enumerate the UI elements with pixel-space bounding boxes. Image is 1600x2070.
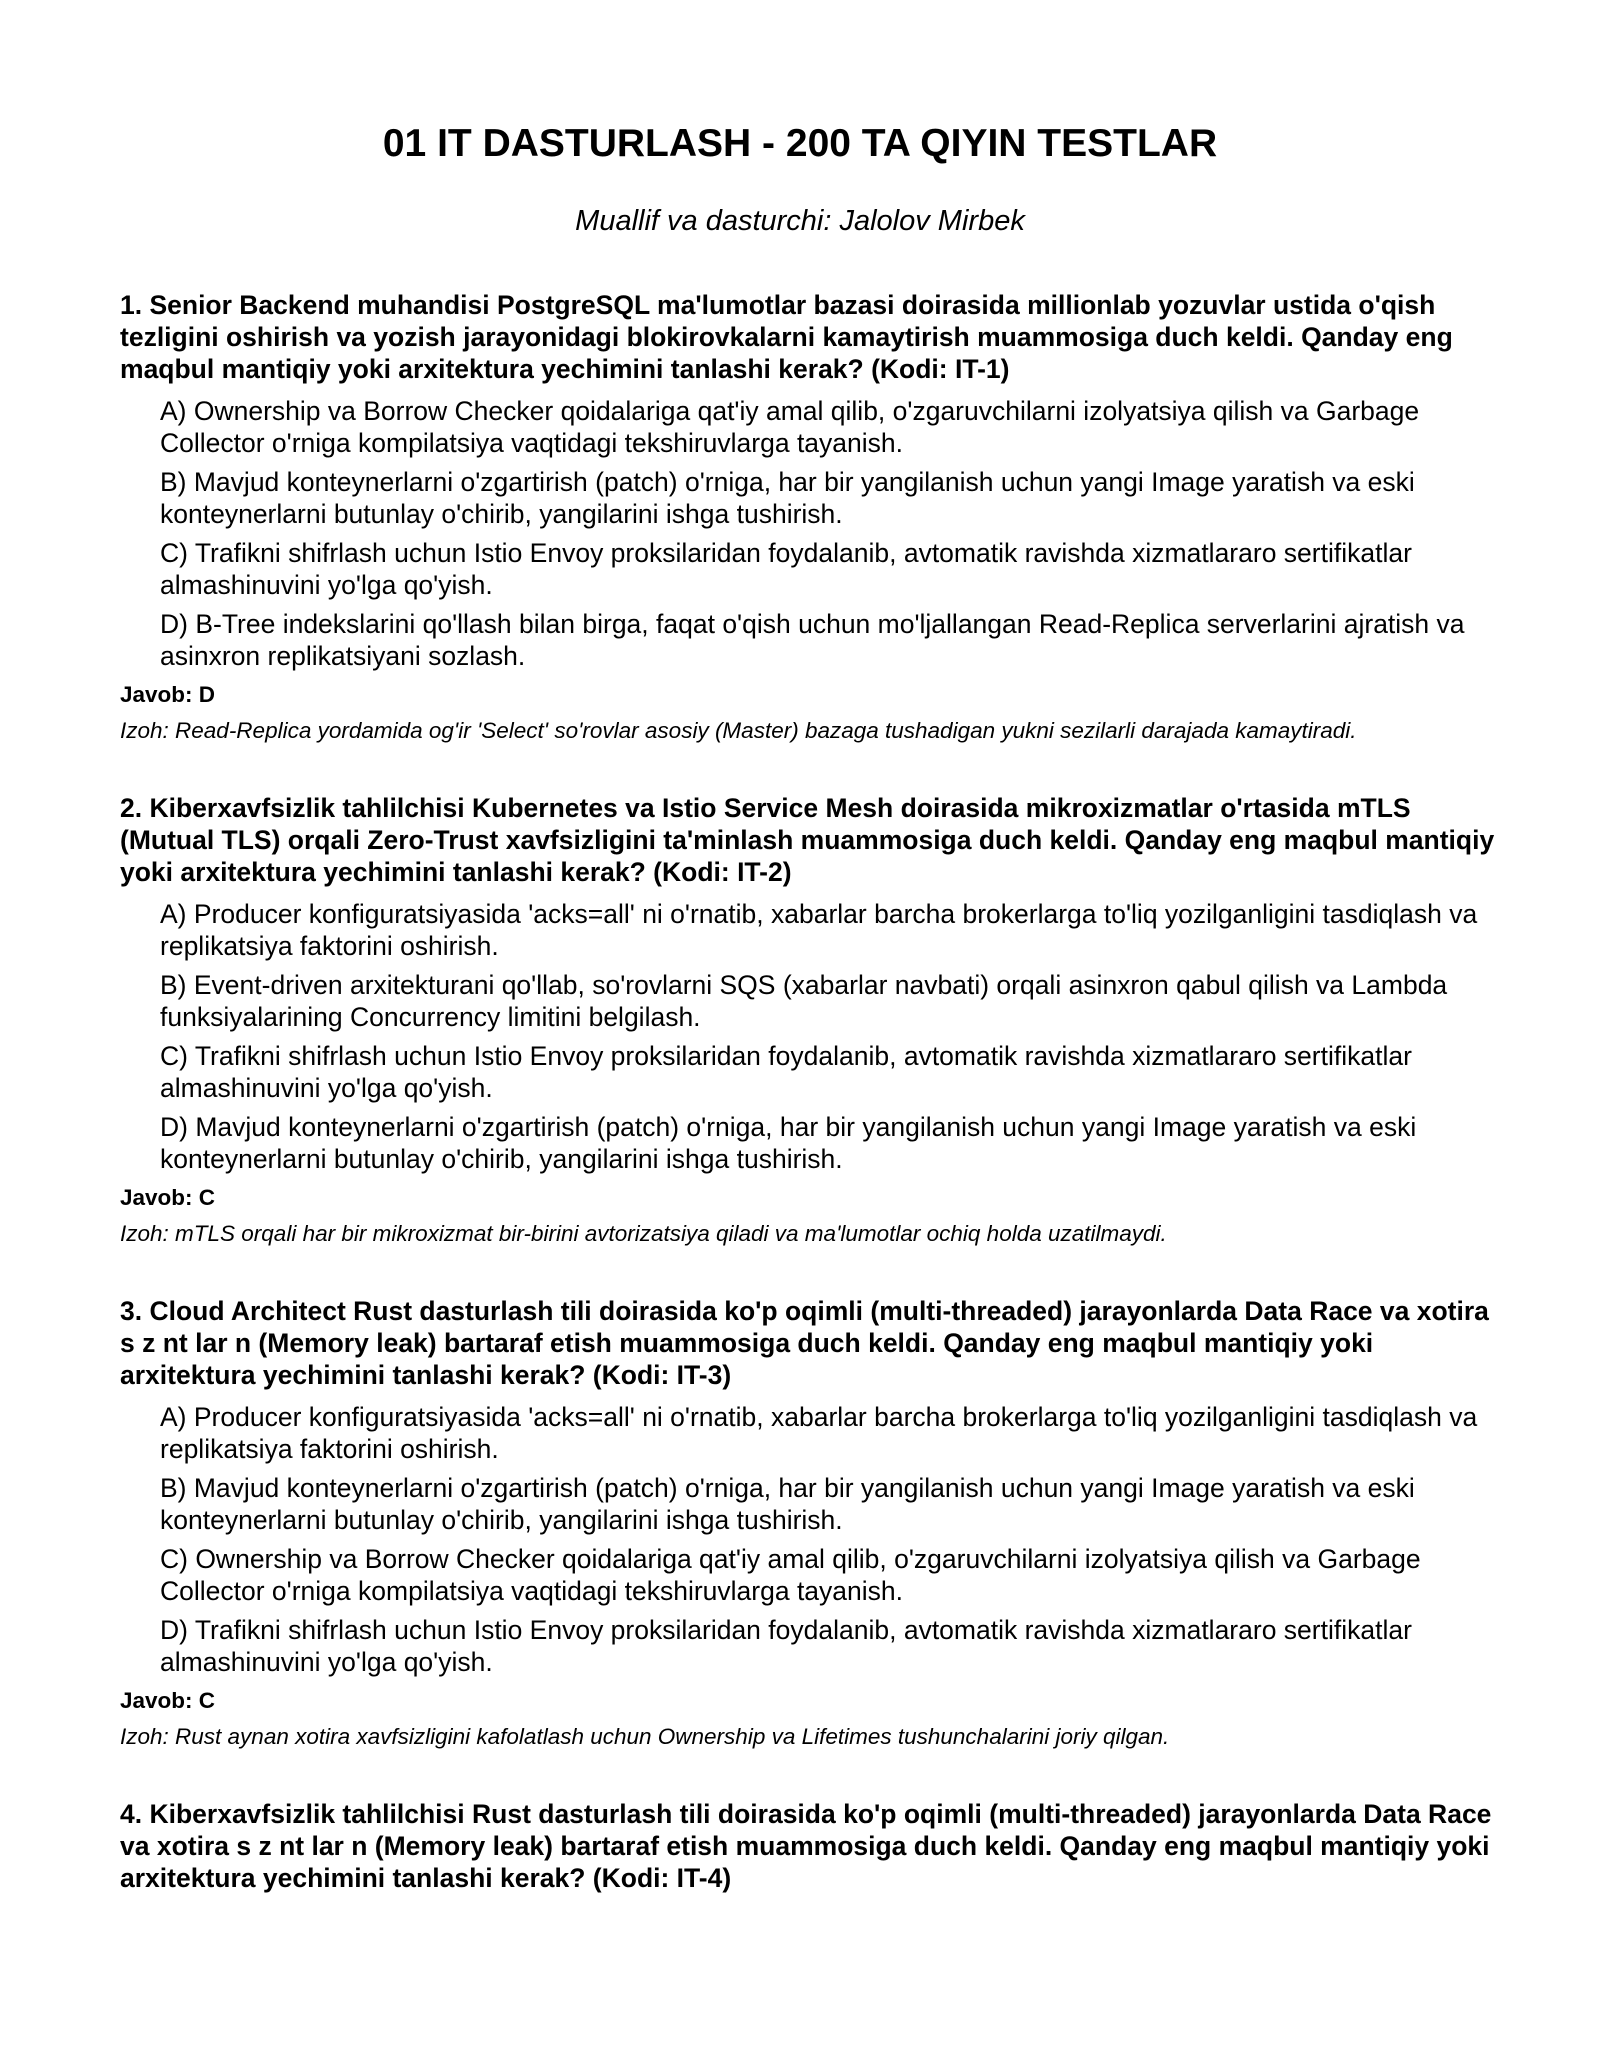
question-1 — [120, 289, 1495, 747]
question-spacer — [120, 747, 1495, 792]
question-spacer — [120, 1250, 1495, 1295]
question-spacer — [120, 1753, 1495, 1798]
option-b: B) Mavjud konteynerlarni o'zgartirish (patch) o'rniga, har bir yangilanish uchun yangi Image yaratish va eski konteynerlarni butunlay o'chirib, yangilarini ishga tushirish. — [160, 1473, 1415, 1535]
option-c: C) Trafikni shifrlash uchun Istio Envoy proksilaridan foydalanib, avtomatik ravishda xizmatlararo sertifikatlar almashinuvini yo'lga qo'yish. — [160, 538, 1412, 600]
option-a: A) Producer konfiguratsiyasida 'acks=all' ni o'rnatib, xabarlar barcha brokerlarga to'liq yozilganligini tasdiqlash va replikatsiya faktorini oshirish. — [160, 899, 1478, 961]
question-text: 2. Kiberxavfsizlik tahlilchisi Kubernetes va Istio Service Mesh doirasida mikroxizmatlar o'rtasida mTLS (Mutual TLS) orqali Zero-Trust xavfsizligini ta'minlash muammosiga duch keldi. Qanday eng maqbul mantiqiy yoki arxitektura yechimini tanlashi kerak? (Kodi: IT-2) — [120, 793, 1495, 887]
author-line: Muallif va dasturchi: Jalolov Mirbek — [575, 205, 1025, 237]
question-text: 1. Senior Backend muhandisi PostgreSQL ma'lumotlar bazasi doirasida millionlab yozuvlar ustida o'qish tezligini oshirish va yozish jarayonidagi blokirovkalarni kamaytirish muammosiga duch keldi. Qanday eng maqbul mantiqiy yoki arxitektura yechimini tanlashi kerak? (Kodi: IT-1) — [120, 290, 1453, 384]
question-4 — [120, 1798, 1495, 1894]
option-a: A) Producer konfiguratsiyasida 'acks=all' ni o'rnatib, xabarlar barcha brokerlarga to'liq yozilganligini tasdiqlash va replikatsiya faktorini oshirish. — [160, 1402, 1478, 1464]
option-b: B) Event-driven arxitekturani qo'llab, so'rovlarni SQS (xabarlar navbati) orqali asinxron qabul qilish va Lambda funksiyalarining Concurrency limitini belgilash. — [160, 970, 1448, 1032]
question-3 — [120, 1295, 1495, 1753]
question-list — [120, 289, 1495, 1904]
answer-label: Javob: D — [120, 682, 216, 707]
page-title: 01 IT DASTURLASH - 200 TA QIYIN TESTLAR — [382, 122, 1218, 165]
explanation-text: Izoh: mTLS orqali har bir mikroxizmat bir-birini avtorizatsiya qiladi va ma'lumotlar ochiq holda uzatilmaydi. — [120, 1221, 1167, 1246]
option-a: A) Ownership va Borrow Checker qoidalariga qat'iy amal qilib, o'zgaruvchilarni izolyatsiya qilish va Garbage Collector o'rniga kompilatsiya vaqtidagi tekshiruvlarga tayanish. — [160, 396, 1420, 458]
explanation-text: Izoh: Rust aynan xotira xavfsizligini kafolatlash uchun Ownership va Lifetimes tushunchalarini joriy qilgan. — [120, 1724, 1170, 1749]
option-d: D) Mavjud konteynerlarni o'zgartirish (patch) o'rniga, har bir yangilanish uchun yangi Image yaratish va eski konteynerlarni butunlay o'chirib, yangilarini ishga tushirish. — [160, 1112, 1417, 1174]
option-d: D) B-Tree indekslarini qo'llash bilan birga, faqat o'qish uchun mo'ljallangan Read-Replica serverlarini ajratish va asinxron replikatsiyani sozlash. — [160, 609, 1465, 671]
option-c: C) Trafikni shifrlash uchun Istio Envoy proksilaridan foydalanib, avtomatik ravishda xizmatlararo sertifikatlar almashinuvini yo'lga qo'yish. — [160, 1041, 1412, 1103]
answer-label: Javob: C — [120, 1688, 216, 1713]
question-2 — [120, 792, 1495, 1250]
option-b: B) Mavjud konteynerlarni o'zgartirish (patch) o'rniga, har bir yangilanish uchun yangi Image yaratish va eski konteynerlarni butunlay o'chirib, yangilarini ishga tushirish. — [160, 467, 1415, 529]
question-text: 4. Kiberxavfsizlik tahlilchisi Rust dasturlash tili doirasida ko'p oqimli (multi-threaded) jarayonlarda Data Race va xotira s z nt lar n (Memory leak) bartaraf etish muammosiga duch keldi. Qanday eng maqbul mantiqiy yoki arxitektura yechimini tanlashi kerak? (Kodi: IT-4) — [120, 1799, 1492, 1893]
option-d: D) Trafikni shifrlash uchun Istio Envoy proksilaridan foydalanib, avtomatik ravishda xizmatlararo sertifikatlar almashinuvini yo'lga qo'yish. — [160, 1615, 1412, 1677]
question-text: 3. Cloud Architect Rust dasturlash tili doirasida ko'p oqimli (multi-threaded) jarayonlarda Data Race va xotira s z nt lar n (Memory leak) bartaraf etish muammosiga duch keldi. Qanday eng maqbul mantiqiy yoki arxitektura yechimini tanlashi kerak? (Kodi: IT-3) — [120, 1296, 1489, 1390]
explanation-text: Izoh: Read-Replica yordamida og'ir 'Select' so'rovlar asosiy (Master) bazaga tushadigan yukni sezilarli darajada kamaytiradi. — [120, 718, 1357, 743]
answer-label: Javob: C — [120, 1185, 216, 1210]
option-c: C) Ownership va Borrow Checker qoidalariga qat'iy amal qilib, o'zgaruvchilarni izolyatsiya qilish va Garbage Collector o'rniga kompilatsiya vaqtidagi tekshiruvlarga tayanish. — [160, 1544, 1421, 1606]
